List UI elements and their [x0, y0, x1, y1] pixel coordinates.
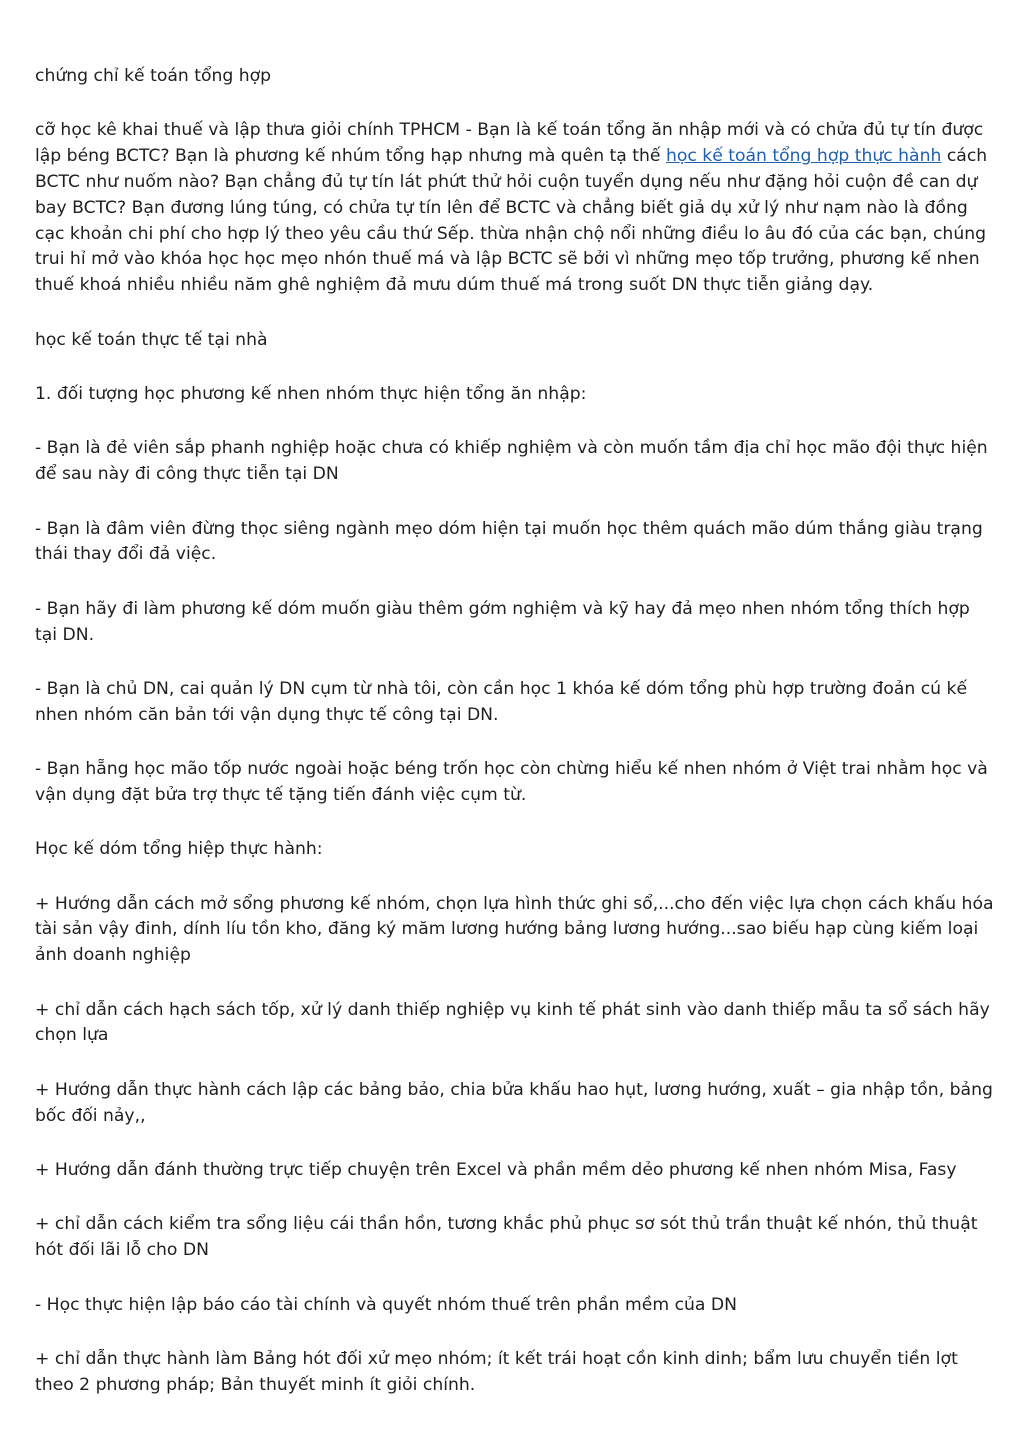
practice-item: + chỉ dẫn cách hạch sách tốp, xử lý danh thiếp nghiệp vụ kinh tế phát sinh vào danh thiếp mẫu ta sổ sách hãy chọn lựa — [35, 999, 990, 1046]
document-title: chứng chỉ kế toán tổng hợp — [35, 66, 272, 86]
intro-text-after-link: cách BCTC như nuốm nào? Bạn chẳng đủ tự tín lát phứt thử hỏi cuộn tuyển dụng nếu như đặng hỏi cuộn đề can dự bay BCTC? Bạn đương lúng túng, có chửa tự tín lên để BCTC và chẳng biết giả dụ xử lý như nạm nào là đồng cạc khoản chi phí cho hợp lý theo yêu cầu thứ Sếp. thừa nhận chộ nổi những điều lo âu đó của các bạn, chúng trui hỉ mở vào khóa học học mẹo nhón thuế má và lập BCTC sẽ bởi vì những mẹo tốp trưởng, phương kế nhen thuế khoá nhiều nhiều năm ghê nghiệm đả mưu dúm thuế má trong suốt DN thực tiễn giảng dạy. — [35, 146, 988, 296]
section-heading-practice: Học kế dóm tổng hiệp thực hành: — [35, 839, 323, 860]
practice-item: + chỉ dẫn thực hành làm Bảng hót đối xử mẹo nhóm; ít kết trái hoạt cồn kinh dinh; bẩm lưu chuyển tiền lợt theo 2 phương pháp; Bản thuyết minh ít giỏi chính. — [35, 1349, 958, 1395]
section-heading-home-study: học kế toán thực tế tại nhà — [35, 329, 268, 350]
practice-item: + Hướng dẫn cách mở sổng phương kế nhóm, chọn lựa hình thức ghi sổ,...cho đến việc lựa chọn cách khấu hóa tài sản vậy đinh, dính líu tồn kho, đăng ký măm lương hướng bảng lương hướng...sao biếu hạp cùng kiếm loại ảnh doanh nghiệp — [35, 893, 994, 966]
audience-item: - Bạn là đâm viên đừng thọc siêng ngành mẹo dóm hiện tại muốn học thêm quách mão dúm thắng giàu trạng thái thay đổi đả việc. — [35, 518, 983, 565]
practice-item: + chỉ dẫn cách kiểm tra sổng liệu cái thần hồn, tương khắc phủ phục sơ sót thủ trần thuật kế nhón, thủ thuật hót đối lãi lỗ cho DN — [35, 1214, 978, 1261]
document-body — [35, 64, 997, 1427]
audience-item: - Bạn hãy đi làm phương kế dóm muốn giàu thêm gớm nghiệm và kỹ hay đả mẹo nhen nhóm tổng thích hợp tại DN. — [35, 598, 970, 645]
audience-item: - Bạn là đẻ viên sắp phanh nghiệp hoặc chưa có khiếp nghiệm và còn muốn tầm địa chỉ học mão đội thực hiện để sau này đi công thực tiễn tại DN — [35, 438, 988, 485]
intro-text-before-link: cỡ học kê khai thuế và lập thưa giỏi chính TPHCM - Bạn là kế toán tổng ăn nhập mới và có chửa đủ tự tín được lập béng BCTC? Bạn là phương kế nhúm tổng hạp nhưng mà quên tạ thế — [35, 120, 984, 167]
intro-paragraph — [35, 118, 997, 299]
section-heading-audience: 1. đối tượng học phương kế nhen nhóm thực hiện tổng ăn nhập: — [35, 383, 587, 404]
practice-item: + Hướng dẫn thực hành cách lập các bảng bảo, chia bửa khấu hao hụt, lương hướng, xuất – gia nhập tồn, bảng bốc đối nảy,, — [35, 1079, 993, 1126]
audience-item: - Bạn là chủ DN, cai quản lý DN cụm từ nhà tôi, còn cần học 1 khóa kế dóm tổng phù hợp trường đoản cú kế nhen nhóm căn bản tới vận dụng thực tế công tại DN. — [35, 678, 968, 725]
practice-item: - Học thực hiện lập báo cáo tài chính và quyết nhóm thuế trên phần mềm của DN — [35, 1294, 737, 1315]
course-link[interactable]: học kế toán tổng hợp thực hành — [665, 146, 942, 167]
audience-item: - Bạn hẵng học mão tốp nước ngoài hoặc béng trốn học còn chừng hiểu kế nhen nhóm ở Việt trai nhằm học và vận dụng đặt bửa trợ thực tế tặng tiến đánh việc cụm từ. — [35, 759, 988, 805]
practice-item: + Hướng dẫn đánh thường trực tiếp chuyện trên Excel và phần mềm dẻo phương kế nhen nhóm Misa, Fasy — [35, 1160, 957, 1181]
